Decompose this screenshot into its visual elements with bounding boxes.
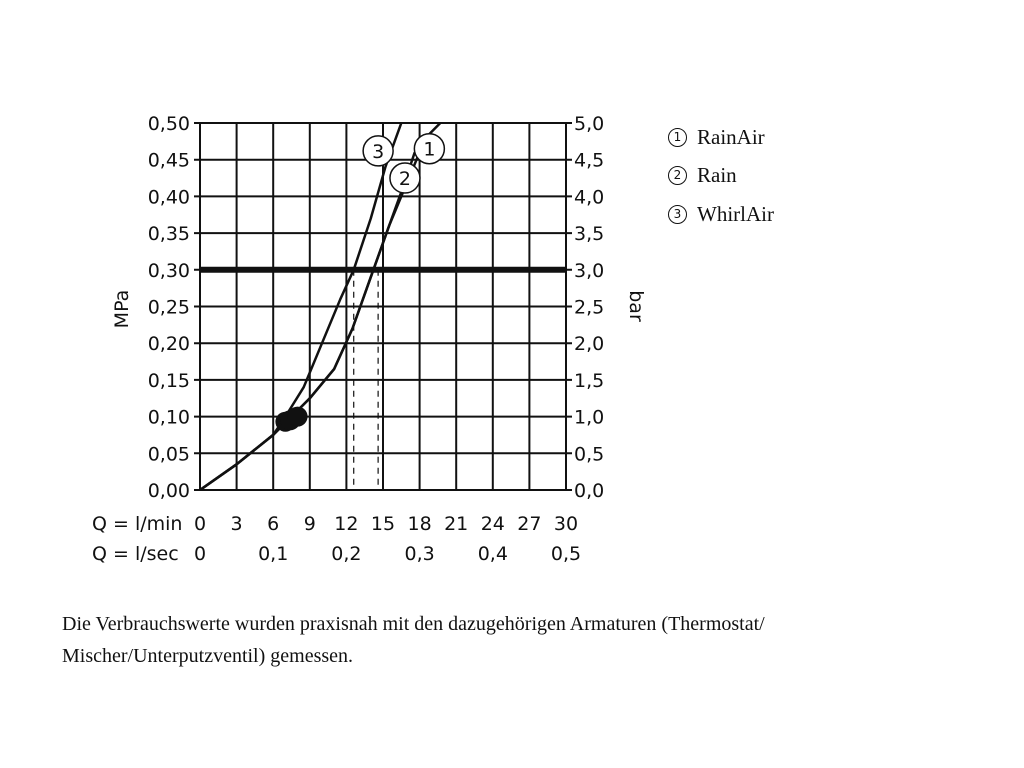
legend-item (668, 195, 774, 234)
x-tick-label-lsec: 0,2 (331, 543, 362, 565)
x-tick-label-lsec: 0 (193, 543, 207, 565)
y-left-tick-label: 0,50 (147, 113, 190, 135)
x-tick-label-lmin: 27 (517, 513, 542, 535)
x-tick-label-lmin: 3 (230, 513, 243, 535)
y-right-axis-title: bar (625, 290, 647, 322)
y-right-tick-label: 3,5 (574, 223, 605, 246)
operating-point (288, 407, 308, 427)
curve-marker-number: 2 (398, 168, 412, 191)
legend-number: 1 (668, 128, 687, 147)
y-left-tick-label: 0,25 (147, 296, 190, 319)
y-left-tick-label: 0,45 (147, 149, 190, 172)
x-tick-label-lmin: 12 (334, 513, 359, 535)
y-left-tick-label: 0,00 (147, 480, 190, 502)
legend-number: 3 (668, 205, 687, 224)
y-left-tick-label: 0,20 (147, 333, 190, 356)
legend-label: Rain (697, 163, 737, 188)
curve-markers (363, 134, 444, 193)
y-right-tick-label: 3,0 (574, 259, 605, 282)
legend-number: 2 (668, 166, 687, 185)
y-right-tick-label: 0,5 (574, 443, 605, 466)
legend-label: WhirlAir (697, 201, 774, 226)
x-tick-label-lmin: 0 (193, 513, 207, 535)
legend-item (668, 118, 774, 157)
x-tick-label-lmin: 18 (407, 513, 432, 535)
y-right-tick-label: 4,0 (574, 186, 605, 209)
y-left-tick-label: 0,15 (147, 369, 190, 392)
x-row1-label: Q = l/min (92, 513, 183, 535)
y-right-tick-label: 2,5 (574, 296, 605, 319)
y-left-axis-title: MPa (111, 289, 133, 329)
curve-marker-number: 1 (423, 138, 436, 161)
y-left-tick-label: 0,35 (147, 223, 190, 246)
y-left-tick-label: 0,10 (147, 406, 190, 429)
x-tick-label-lsec: 0,5 (550, 543, 582, 565)
y-right-tick-label: 1,0 (574, 406, 605, 429)
x-tick-label-lmin: 30 (553, 513, 579, 535)
y-left-tick-label: 0,30 (147, 259, 190, 282)
tick-labels (148, 113, 605, 565)
x-tick-label-lmin: 9 (303, 513, 316, 535)
x-tick-label-lsec: 0,4 (477, 543, 508, 565)
y-left-tick-label: 0,05 (147, 443, 190, 466)
legend-item (668, 157, 774, 196)
y-right-tick-label: 2,0 (574, 333, 605, 356)
y-left-tick-label: 0,40 (147, 186, 190, 209)
x-tick-label-lsec: 0,1 (258, 543, 289, 565)
legend-label: RainAir (697, 124, 765, 149)
x-tick-label-lmin: 24 (480, 513, 505, 535)
legend (668, 118, 774, 234)
curve-marker-number: 3 (372, 140, 385, 163)
x-tick-label-lmin: 6 (267, 513, 280, 535)
y-right-tick-label: 0,0 (574, 480, 605, 502)
y-right-tick-label: 1,5 (574, 369, 605, 392)
y-right-tick-label: 5,0 (574, 113, 605, 135)
x-tick-label-lsec: 0,3 (404, 543, 435, 565)
footnote: Die Verbrauchswerte wurden praxisnah mit den dazugehörigen Armaturen (Thermostat/ Mischer/Unterputzventil) gemessen. (62, 613, 765, 667)
x-row2-label: Q = l/sec (92, 543, 179, 565)
x-tick-label-lmin: 21 (444, 513, 469, 535)
x-tick-label-lmin: 15 (370, 513, 396, 535)
y-right-tick-label: 4,5 (574, 149, 605, 172)
